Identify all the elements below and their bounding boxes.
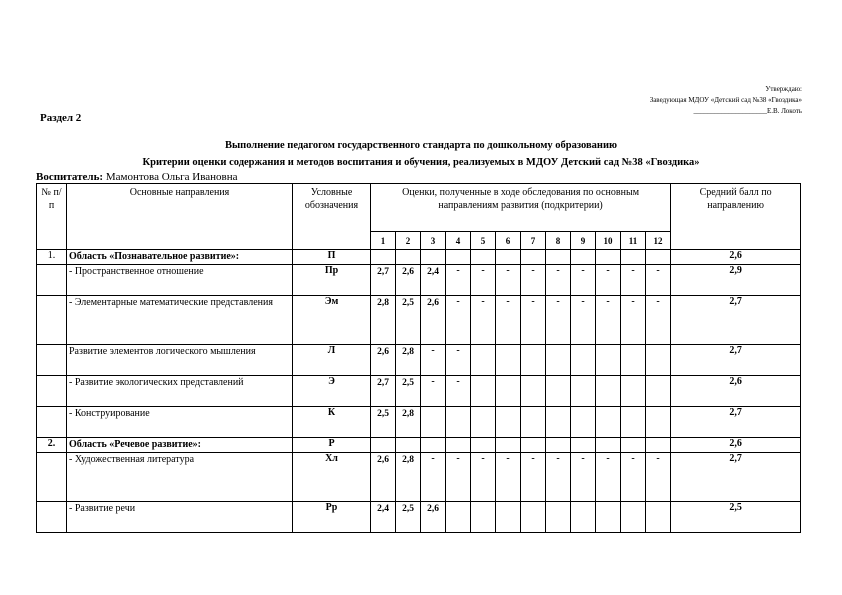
direction-code: Л <box>293 345 371 376</box>
score-cell <box>646 376 671 407</box>
score-cell <box>446 438 471 453</box>
criteria-table <box>36 183 801 533</box>
direction-name: - Пространственное отношение <box>67 265 293 296</box>
score-cell: 2,7 <box>371 376 396 407</box>
score-cell <box>471 438 496 453</box>
score-cell: - <box>646 453 671 502</box>
direction-code: Р <box>293 438 371 453</box>
score-cell <box>621 250 646 265</box>
score-cell: - <box>446 453 471 502</box>
score-cell: - <box>496 265 521 296</box>
score-cell <box>596 407 621 438</box>
score-cell <box>521 407 546 438</box>
score-cell: - <box>596 265 621 296</box>
score-cell <box>571 250 596 265</box>
score-cell: 2,6 <box>421 502 446 533</box>
row-number: 1. <box>37 250 67 265</box>
score-cell: - <box>446 376 471 407</box>
table-row <box>37 502 801 533</box>
score-cell <box>421 407 446 438</box>
column-number: 1 <box>371 232 396 250</box>
direction-name: Область «Речевое развитие»: <box>67 438 293 453</box>
row-number <box>37 376 67 407</box>
score-cell <box>571 376 596 407</box>
average-score: 2,6 <box>671 250 801 265</box>
score-cell <box>496 376 521 407</box>
score-cell: - <box>621 453 646 502</box>
row-number <box>37 502 67 533</box>
score-cell <box>621 438 646 453</box>
average-score: 2,7 <box>671 345 801 376</box>
score-cell: 2,7 <box>371 265 396 296</box>
column-number: 6 <box>496 232 521 250</box>
direction-name: Развитие элементов логического мышления <box>67 345 293 376</box>
score-cell <box>471 407 496 438</box>
table-row <box>37 265 801 296</box>
score-cell: - <box>446 296 471 345</box>
column-number: 4 <box>446 232 471 250</box>
score-cell <box>546 502 571 533</box>
direction-code: П <box>293 250 371 265</box>
approval-line-1: Утверждаю: <box>765 85 802 93</box>
score-cell <box>496 438 521 453</box>
section-heading: Раздел 2 <box>40 112 82 124</box>
score-cell: - <box>521 453 546 502</box>
direction-name: - Развитие речи <box>67 502 293 533</box>
score-cell: - <box>521 265 546 296</box>
column-number: 7 <box>521 232 546 250</box>
score-cell: - <box>421 345 446 376</box>
score-cell <box>471 250 496 265</box>
row-number <box>37 265 67 296</box>
score-cell: - <box>496 453 521 502</box>
score-cell <box>571 407 596 438</box>
score-cell <box>521 250 546 265</box>
score-cell: - <box>546 453 571 502</box>
document-title: Выполнение педагогом государственного стандарта по дошкольному образованию <box>224 140 618 151</box>
score-cell <box>546 345 571 376</box>
column-number: 9 <box>571 232 596 250</box>
score-cell: 2,8 <box>396 453 421 502</box>
column-number: 12 <box>646 232 671 250</box>
score-cell <box>621 345 646 376</box>
score-cell: - <box>596 453 621 502</box>
row-number: 2. <box>37 438 67 453</box>
score-cell <box>646 407 671 438</box>
score-cell <box>396 438 421 453</box>
score-cell <box>546 407 571 438</box>
table-row <box>37 296 801 345</box>
direction-name: - Элементарные математические представления <box>67 296 293 345</box>
column-number: 3 <box>421 232 446 250</box>
average-score: 2,7 <box>671 453 801 502</box>
score-cell <box>571 345 596 376</box>
score-cell <box>646 438 671 453</box>
row-number <box>37 407 67 438</box>
score-cell <box>371 438 396 453</box>
score-cell <box>471 376 496 407</box>
score-cell: - <box>571 265 596 296</box>
score-cell <box>496 345 521 376</box>
score-cell <box>471 502 496 533</box>
header-symbols: Условные обозначения <box>293 184 371 250</box>
row-number <box>37 453 67 502</box>
score-cell: - <box>546 296 571 345</box>
table-row <box>37 407 801 438</box>
score-cell <box>596 438 621 453</box>
score-cell: 2,5 <box>396 502 421 533</box>
direction-name: - Развитие экологических представлений <box>67 376 293 407</box>
table-row <box>37 453 801 502</box>
column-number: 8 <box>546 232 571 250</box>
score-cell: - <box>421 453 446 502</box>
average-score: 2,6 <box>671 376 801 407</box>
approval-line-2: Заведующая МДОУ «Детский сад №38 «Гвоздика» <box>649 96 802 104</box>
teacher-label: Воспитатель: <box>36 171 104 183</box>
score-cell <box>596 376 621 407</box>
score-cell: - <box>446 265 471 296</box>
score-cell: 2,5 <box>371 407 396 438</box>
score-cell: - <box>621 265 646 296</box>
direction-code: Пр <box>293 265 371 296</box>
score-cell <box>596 345 621 376</box>
score-cell: - <box>646 265 671 296</box>
score-cell <box>546 250 571 265</box>
score-cell: - <box>471 265 496 296</box>
direction-name: - Художественная литература <box>67 453 293 502</box>
score-cell: 2,6 <box>371 345 396 376</box>
score-cell: - <box>446 345 471 376</box>
score-cell <box>471 345 496 376</box>
score-cell: 2,8 <box>371 296 396 345</box>
score-cell: - <box>521 296 546 345</box>
score-cell <box>646 250 671 265</box>
header-average: Средний балл по направлению <box>671 184 801 250</box>
direction-code: Рр <box>293 502 371 533</box>
header-num: № п/п <box>37 184 67 250</box>
score-cell <box>521 502 546 533</box>
column-number: 10 <box>596 232 621 250</box>
score-cell: 2,8 <box>396 345 421 376</box>
score-cell <box>421 438 446 453</box>
document-subtitle: Критерии оценки содержания и методов воспитания и обучения, реализуемых в МДОУ Детский сад №38 «Гвоздика» <box>142 157 700 168</box>
direction-code: К <box>293 407 371 438</box>
column-number: 5 <box>471 232 496 250</box>
direction-name: Область «Познавательное развитие»: <box>67 250 293 265</box>
table-header-row <box>37 184 801 232</box>
approval-line-3: _____________________Е.В. Локоть <box>693 107 802 115</box>
score-cell <box>646 502 671 533</box>
score-cell: - <box>421 376 446 407</box>
score-cell: - <box>571 296 596 345</box>
score-cell: - <box>571 453 596 502</box>
score-cell: - <box>646 296 671 345</box>
direction-name: - Конструирование <box>67 407 293 438</box>
score-cell <box>596 502 621 533</box>
score-cell: 2,5 <box>396 376 421 407</box>
score-cell <box>596 250 621 265</box>
score-cell <box>621 502 646 533</box>
score-cell: - <box>496 296 521 345</box>
score-cell <box>521 376 546 407</box>
score-cell <box>496 407 521 438</box>
score-cell <box>521 345 546 376</box>
teacher-line <box>36 171 238 183</box>
score-cell <box>496 250 521 265</box>
score-cell <box>646 345 671 376</box>
score-cell <box>546 376 571 407</box>
average-score: 2,6 <box>671 438 801 453</box>
score-cell <box>621 407 646 438</box>
row-number <box>37 345 67 376</box>
score-cell: 2,6 <box>371 453 396 502</box>
table-row <box>37 376 801 407</box>
score-cell: 2,6 <box>421 296 446 345</box>
score-cell <box>546 438 571 453</box>
area-row <box>37 250 801 265</box>
score-cell <box>371 250 396 265</box>
score-cell: 2,4 <box>421 265 446 296</box>
score-cell <box>446 407 471 438</box>
row-number <box>37 296 67 345</box>
direction-code: Хл <box>293 453 371 502</box>
header-directions: Основные направления <box>67 184 293 250</box>
teacher-name: Мамонтова Ольга Ивановна <box>105 171 238 183</box>
average-score: 2,7 <box>671 296 801 345</box>
score-cell <box>396 250 421 265</box>
score-cell <box>521 438 546 453</box>
score-cell <box>621 376 646 407</box>
score-cell: - <box>596 296 621 345</box>
average-score: 2,7 <box>671 407 801 438</box>
score-cell: 2,6 <box>396 265 421 296</box>
column-number: 11 <box>621 232 646 250</box>
score-cell <box>571 502 596 533</box>
header-scores: Оценки, полученные в ходе обследования по основным направлениям развития (подкритерии) <box>371 184 671 232</box>
score-cell <box>446 250 471 265</box>
average-score: 2,5 <box>671 502 801 533</box>
score-cell: 2,5 <box>396 296 421 345</box>
score-cell <box>496 502 521 533</box>
direction-code: Э <box>293 376 371 407</box>
score-cell: 2,4 <box>371 502 396 533</box>
score-cell: - <box>471 296 496 345</box>
score-cell: - <box>621 296 646 345</box>
score-cell <box>421 250 446 265</box>
score-cell <box>571 438 596 453</box>
direction-code: Эм <box>293 296 371 345</box>
score-cell <box>446 502 471 533</box>
score-cell: - <box>546 265 571 296</box>
average-score: 2,9 <box>671 265 801 296</box>
approval-block <box>650 84 802 117</box>
score-cell: 2,8 <box>396 407 421 438</box>
score-cell: - <box>471 453 496 502</box>
area-row <box>37 438 801 453</box>
table-row <box>37 345 801 376</box>
column-number: 2 <box>396 232 421 250</box>
